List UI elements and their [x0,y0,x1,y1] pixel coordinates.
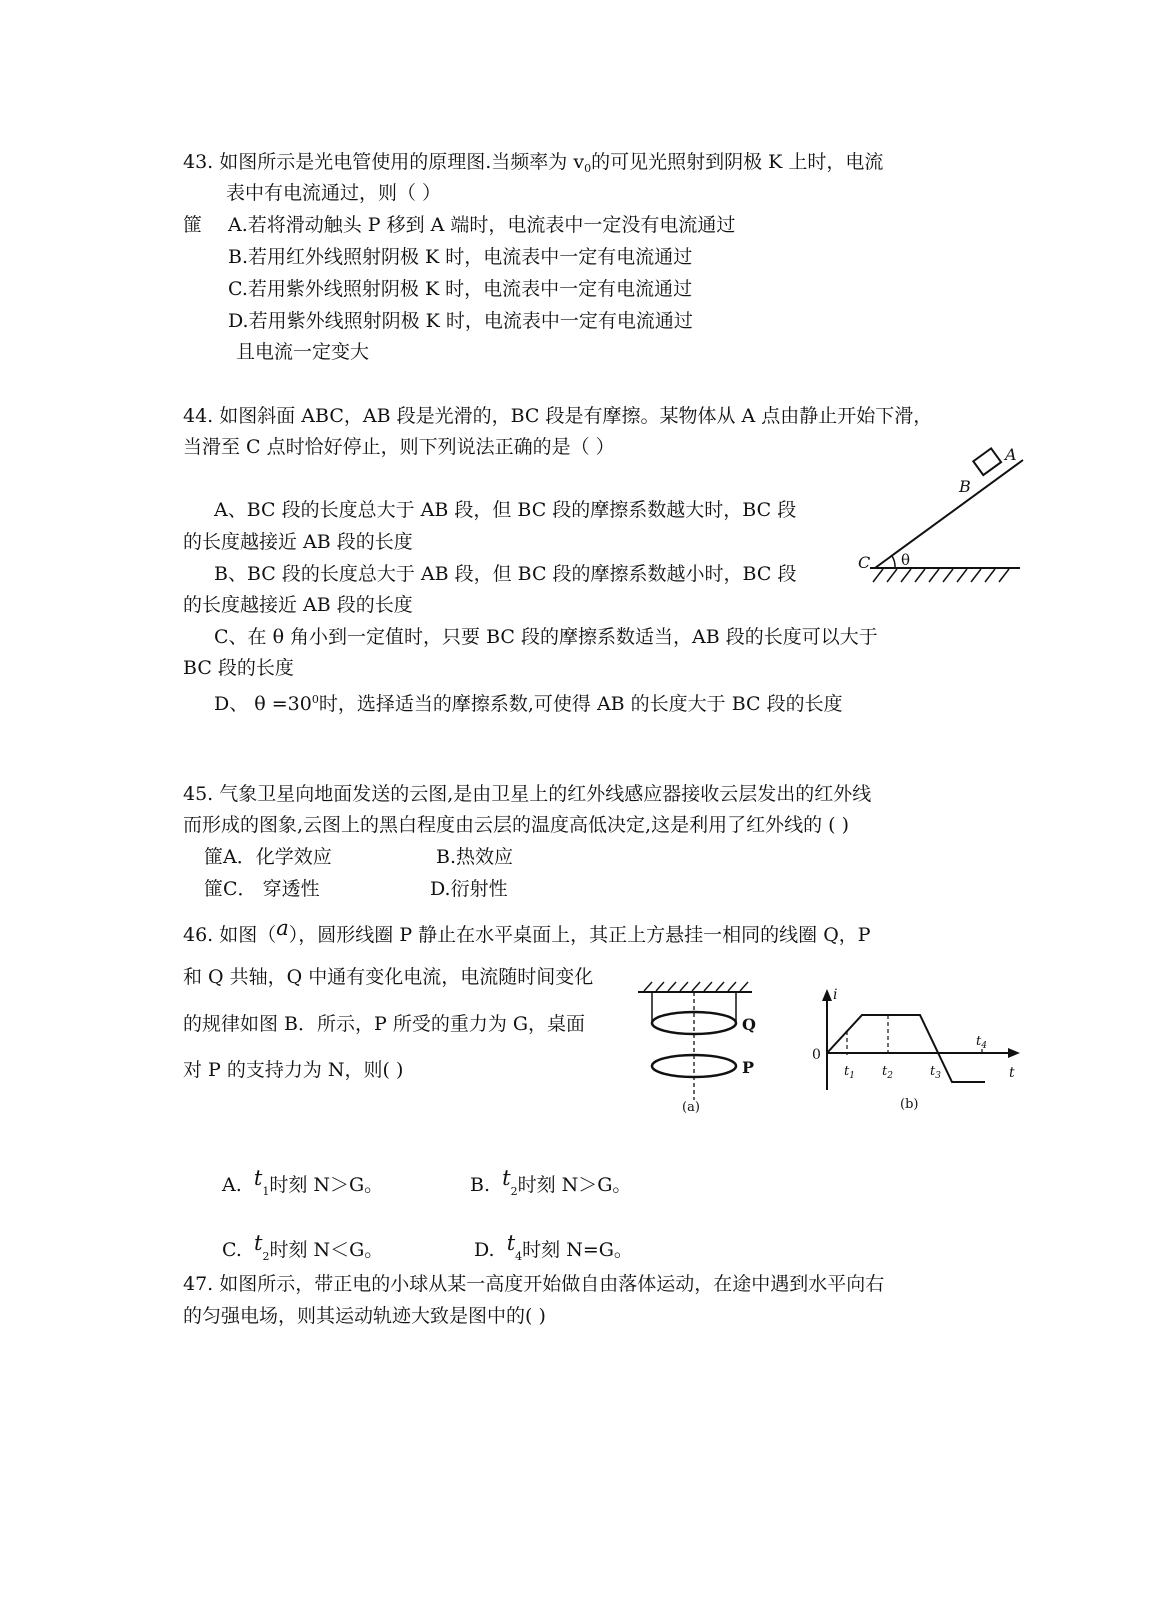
q46-option-a: A. $t_1$时刻 N＞G。 [222,1166,384,1198]
q47-stem-line2: 的匀强电场，则其运动轨迹大致是图中的( ) [183,1305,546,1327]
q46-option-b: B. $t_2$时刻 N＞G。 [470,1166,632,1198]
graph-x-label: t [1009,1065,1015,1081]
q44-option-b: B、BC 段的长度总大于 AB 段，但 BC 段的摩擦系数越小时，BC 段 [214,563,797,585]
q46-option-d: D. $t_4$时刻 N=G。 [474,1231,633,1263]
q44-option-a-cont: 的长度越接近 AB 段的长度 [183,531,413,553]
graph-x-arrow [1008,1048,1020,1058]
q46-stem-line3: 的规律如图 B．所示，P 所受的重力为 G，桌面 [183,1013,586,1035]
q44-option-c: C、在 θ 角小到一定值时，只要 BC 段的摩擦系数适当，AB 段的长度可以大于 [214,626,878,648]
q45-option-d: D.衍射性 [430,878,508,900]
q44-option-a: A、BC 段的长度总大于 AB 段，但 BC 段的摩擦系数越大时，BC 段 [214,499,797,521]
coil-figure-caption: (a) [682,1100,700,1115]
q43-option-a: A.若将滑动触头 P 移到 A 端时，电流表中一定没有电流通过 [228,214,736,236]
q43-stem-line2: 表中有电流通过，则（ ） [226,182,442,204]
coil-q-label: Q [742,1015,756,1034]
incline-label-c: C [858,553,871,572]
graph-origin-label: 0 [812,1047,821,1063]
incline-label-a: A [1005,445,1017,464]
q46-stem-line2: 和 Q 共轴，Q 中通有变化电流，电流随时间变化 [183,966,594,988]
graph-caption: (b) [900,1097,919,1112]
q44-stem-line1: 44. 如图斜面 ABC，AB 段是光滑的，BC 段是有摩擦。某物体从 A 点由静止开始下滑， [183,405,933,427]
coil-figure [632,978,782,1118]
incline-label-theta: θ [901,551,911,569]
graph-t2-label: $t_2$ [882,1064,893,1081]
incline-ground-hatching [873,569,1009,582]
coil-p-label: P [742,1058,755,1077]
q43-marker: 篚 [183,214,203,236]
ceiling-hatching [644,982,748,991]
q43-option-d-cont: 且电流一定变大 [236,341,370,363]
q45-option-c: 篚C． 穿透性 [204,878,320,900]
q44-option-d: D、 $\theta =30^0$时，选择适当的摩擦系数,可使得 AB 的长度大于 BC 段的长度 [214,693,843,715]
graph-t1-label: $t_1$ [844,1064,855,1081]
incline-label-b: B [959,477,971,496]
q46-option-c: C. $t_2$时刻 N＜G。 [222,1231,384,1263]
q45-stem-line1: 45. 气象卫星向地面发送的云图,是由卫星上的红外线感应器接收云层发出的红外线 [183,783,872,805]
incline-figure [855,440,1030,590]
graph-y-arrow [822,989,832,1001]
incline-slope-line [875,460,1023,568]
q44-option-b-cont: 的长度越接近 AB 段的长度 [183,594,413,616]
incline-block [973,448,1001,475]
q47-stem-line1: 47. 如图所示，带正电的小球从某一高度开始做自由落体运动，在途中遇到水平向右 [183,1273,885,1295]
q44-stem-line2: 当滑至 C 点时恰好停止，则下列说法正确的是（ ） [183,436,615,458]
q46-stem-line4: 对 P 的支持力为 N，则( ) [183,1059,404,1081]
graph-y-label: i [833,987,838,1003]
q45-stem-line2: 而形成的图象,云图上的黑白程度由云层的温度高低决定,这是利用了红外线的 ( ) [183,814,849,836]
graph-t3-label: $t_3$ [930,1064,941,1081]
incline-angle-arc [892,556,895,568]
q43-option-b: B.若用红外线照射阴极 K 时，电流表中一定有电流通过 [228,246,693,268]
q45-option-b: B.热效应 [436,846,514,868]
q45-option-a: 篚A．化学效应 [204,846,332,868]
q46-stem-line1: 46. 如图（a），圆形线圈 P 静止在水平桌面上，其正上方悬挂一相同的线圈 Q，P [183,916,871,946]
q43-stem-line1: 43. 如图所示是光电管使用的原理图.当频率为 $v_0$的可见光照射到阴极 K 上时，电流 [183,151,884,175]
graph-t4-label: $t_4$ [976,1034,987,1051]
q44-option-c-cont: BC 段的长度 [183,657,294,679]
q43-option-d: D.若用紫外线照射阴极 K 时，电流表中一定有电流通过 [228,310,693,332]
q43-option-c: C.若用紫外线照射阴极 K 时，电流表中一定有电流通过 [228,278,693,300]
current-graph [802,985,1027,1120]
